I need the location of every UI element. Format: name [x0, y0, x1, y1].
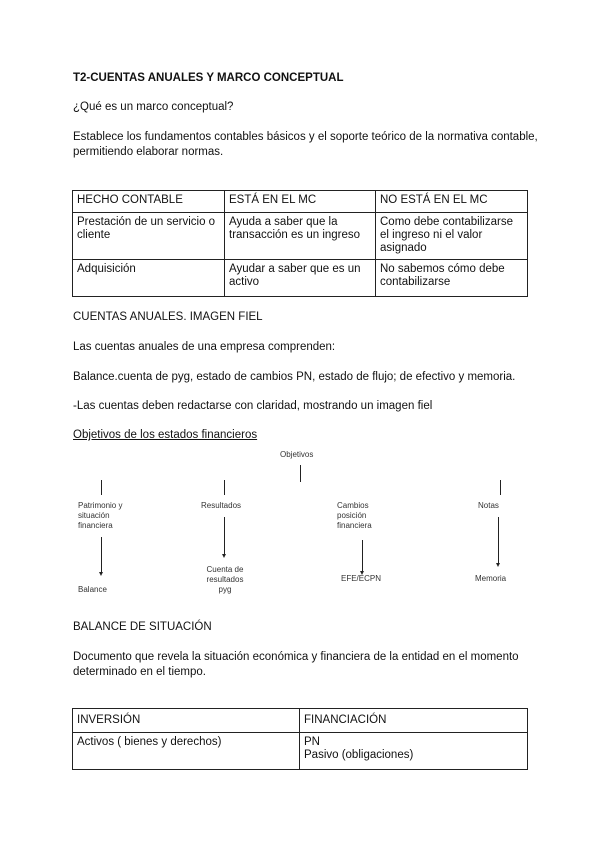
diagram-result: Balance — [78, 585, 107, 594]
cell-line: PN — [304, 736, 320, 748]
diagram-node: Notas — [478, 501, 499, 510]
cell: Como debe contabilizarse el ingreso ni el valor asignado — [376, 213, 528, 260]
cell: Ayudar a saber que es un activo — [225, 260, 376, 297]
section-heading: BALANCE DE SITUACIÓN — [73, 621, 212, 633]
cell-line: Pasivo (obligaciones) — [304, 749, 414, 761]
paragraph: Las cuentas anuales de una empresa comprenden: — [73, 341, 336, 353]
cell: Activos ( bienes y derechos) — [73, 733, 300, 770]
diagram-node: Patrimonio y situación financiera — [78, 501, 123, 530]
objetivos-heading: Objetivos de los estados financieros — [73, 429, 258, 441]
header-cell: HECHO CONTABLE — [73, 191, 225, 213]
header-cell: NO ESTÁ EN EL MC — [376, 191, 528, 213]
diagram-result: Memoria — [475, 574, 507, 583]
balance-table — [72, 708, 528, 770]
cell: Prestación de un servicio o cliente — [73, 213, 225, 260]
mc-table — [72, 190, 528, 297]
answer-line-1: Establece los fundamentos contables básicos y el soporte teórico de la normativa contable, — [73, 131, 538, 143]
question: ¿Qué es un marco conceptual? — [73, 101, 234, 113]
diagram-node: Cambios posición financiera — [337, 501, 372, 530]
diagram-root: Objetivos — [280, 450, 314, 459]
cell: No sabemos cómo debe contabilizarse — [376, 260, 528, 297]
paragraph: Balance.cuenta de pyg, estado de cambios PN, estado de flujo; de efectivo y memoria. — [73, 371, 516, 383]
paragraph: -Las cuentas deben redactarse con claridad, mostrando un imagen fiel — [73, 400, 433, 412]
diagram-node: Resultados — [201, 501, 242, 510]
section-heading: CUENTAS ANUALES. IMAGEN FIEL — [73, 311, 263, 323]
answer-line-2: permitiendo elaborar normas. — [73, 146, 224, 158]
diagram-result: Cuenta de resultados pyg — [206, 565, 244, 594]
cell: Ayuda a saber que la transacción es un ingreso — [225, 213, 376, 260]
document-title: T2-CUENTAS ANUALES Y MARCO CONCEPTUAL — [73, 72, 344, 84]
diagram-result: EFE/ECPN — [341, 574, 382, 583]
header-cell: INVERSIÓN — [73, 709, 300, 733]
paragraph: determinado en el tiempo. — [73, 666, 206, 678]
cell: Adquisición — [73, 260, 225, 297]
header-cell: ESTÁ EN EL MC — [225, 191, 376, 213]
header-cell: FINANCIACIÓN — [300, 709, 528, 733]
cell — [300, 733, 528, 770]
paragraph: Documento que revela la situación económica y financiera de la entidad en el momento — [73, 651, 519, 663]
